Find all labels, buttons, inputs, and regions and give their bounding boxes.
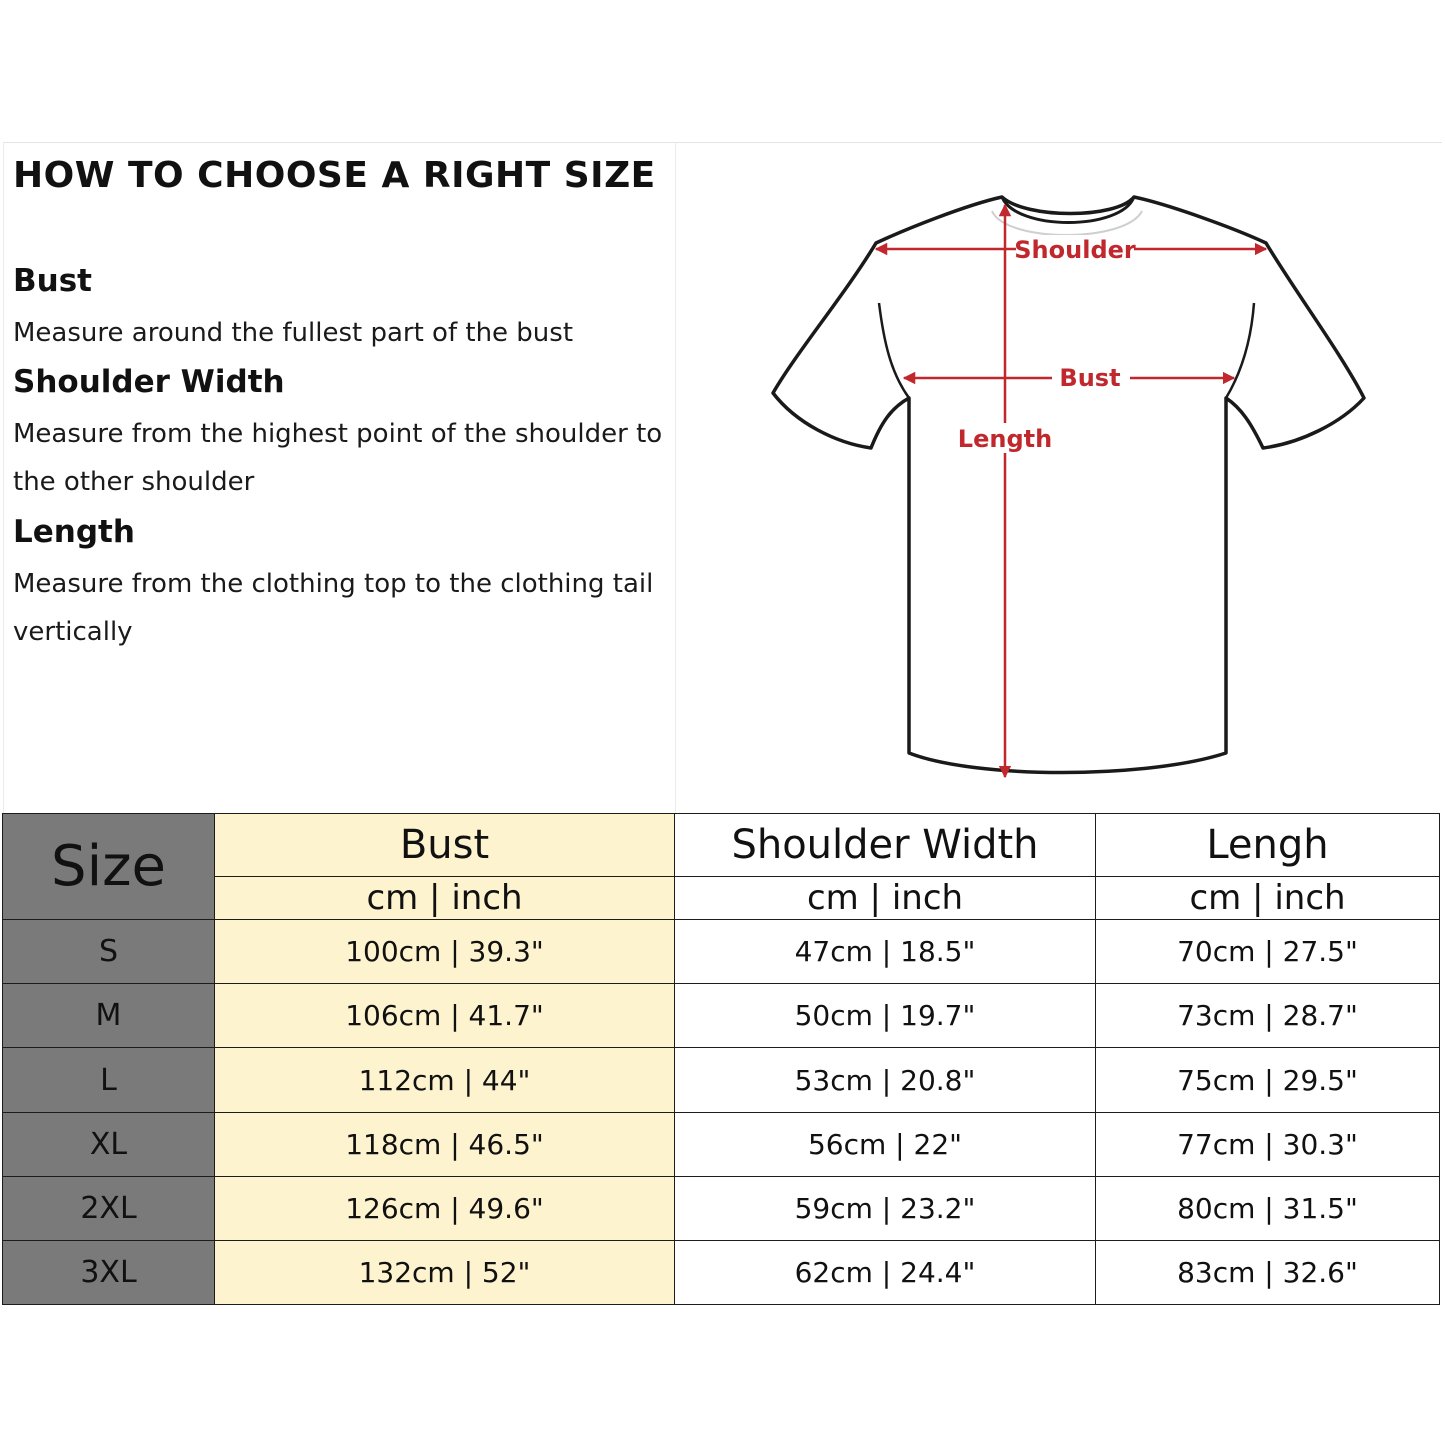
bust-cell: 118cm | 46.5" <box>215 1112 675 1176</box>
desc-shoulder-width: Measure from the highest point of the shoulder to the other shoulder <box>13 419 663 497</box>
size-cell: M <box>3 984 215 1048</box>
shoulder-label: Shoulder <box>1014 236 1136 264</box>
size-chart-table <box>2 813 1440 1305</box>
guide-title: HOW TO CHOOSE A RIGHT SIZE <box>13 155 656 196</box>
shoulder-cell: 56cm | 22" <box>675 1112 1096 1176</box>
unit-header-bust: cm | inch <box>215 877 675 920</box>
bust-label: Bust <box>1059 364 1121 392</box>
term-length: Length <box>13 514 135 550</box>
length-cell: 77cm | 30.3" <box>1096 1112 1440 1176</box>
term-bust: Bust <box>13 263 92 299</box>
measurement-diagram <box>676 142 1442 814</box>
tshirt-outline-icon <box>676 143 1442 815</box>
unit-header-length: cm | inch <box>1096 877 1440 920</box>
size-guide-panel <box>3 142 676 814</box>
size-header: Size <box>3 814 215 920</box>
size-cell: L <box>3 1048 215 1112</box>
size-cell: S <box>3 920 215 984</box>
table-row <box>3 1240 1440 1304</box>
length-label: Length <box>957 425 1053 453</box>
shoulder-cell: 59cm | 23.2" <box>675 1176 1096 1240</box>
length-cell: 73cm | 28.7" <box>1096 984 1440 1048</box>
length-cell: 70cm | 27.5" <box>1096 920 1440 984</box>
bust-cell: 100cm | 39.3" <box>215 920 675 984</box>
size-cell: 2XL <box>3 1176 215 1240</box>
shoulder-cell: 50cm | 19.7" <box>675 984 1096 1048</box>
table-row <box>3 1048 1440 1112</box>
column-header-length: Lengh <box>1096 814 1440 877</box>
term-shoulder-width: Shoulder Width <box>13 364 285 400</box>
shoulder-cell: 47cm | 18.5" <box>675 920 1096 984</box>
size-cell: 3XL <box>3 1240 215 1304</box>
size-cell: XL <box>3 1112 215 1176</box>
length-cell: 75cm | 29.5" <box>1096 1048 1440 1112</box>
shoulder-cell: 53cm | 20.8" <box>675 1048 1096 1112</box>
column-header-shoulder-width: Shoulder Width <box>675 814 1096 877</box>
unit-header-shoulder-width: cm | inch <box>675 877 1096 920</box>
bust-cell: 126cm | 49.6" <box>215 1176 675 1240</box>
table-row <box>3 1112 1440 1176</box>
bust-cell: 112cm | 44" <box>215 1048 675 1112</box>
length-cell: 80cm | 31.5" <box>1096 1176 1440 1240</box>
column-header-bust: Bust <box>215 814 675 877</box>
bust-cell: 106cm | 41.7" <box>215 984 675 1048</box>
table-row <box>3 920 1440 984</box>
table-row <box>3 1176 1440 1240</box>
table-row <box>3 984 1440 1048</box>
desc-length: Measure from the clothing top to the clothing tail vertically <box>13 569 654 647</box>
desc-bust: Measure around the fullest part of the bust <box>13 318 574 348</box>
bust-cell: 132cm | 52" <box>215 1240 675 1304</box>
length-cell: 83cm | 32.6" <box>1096 1240 1440 1304</box>
shoulder-cell: 62cm | 24.4" <box>675 1240 1096 1304</box>
